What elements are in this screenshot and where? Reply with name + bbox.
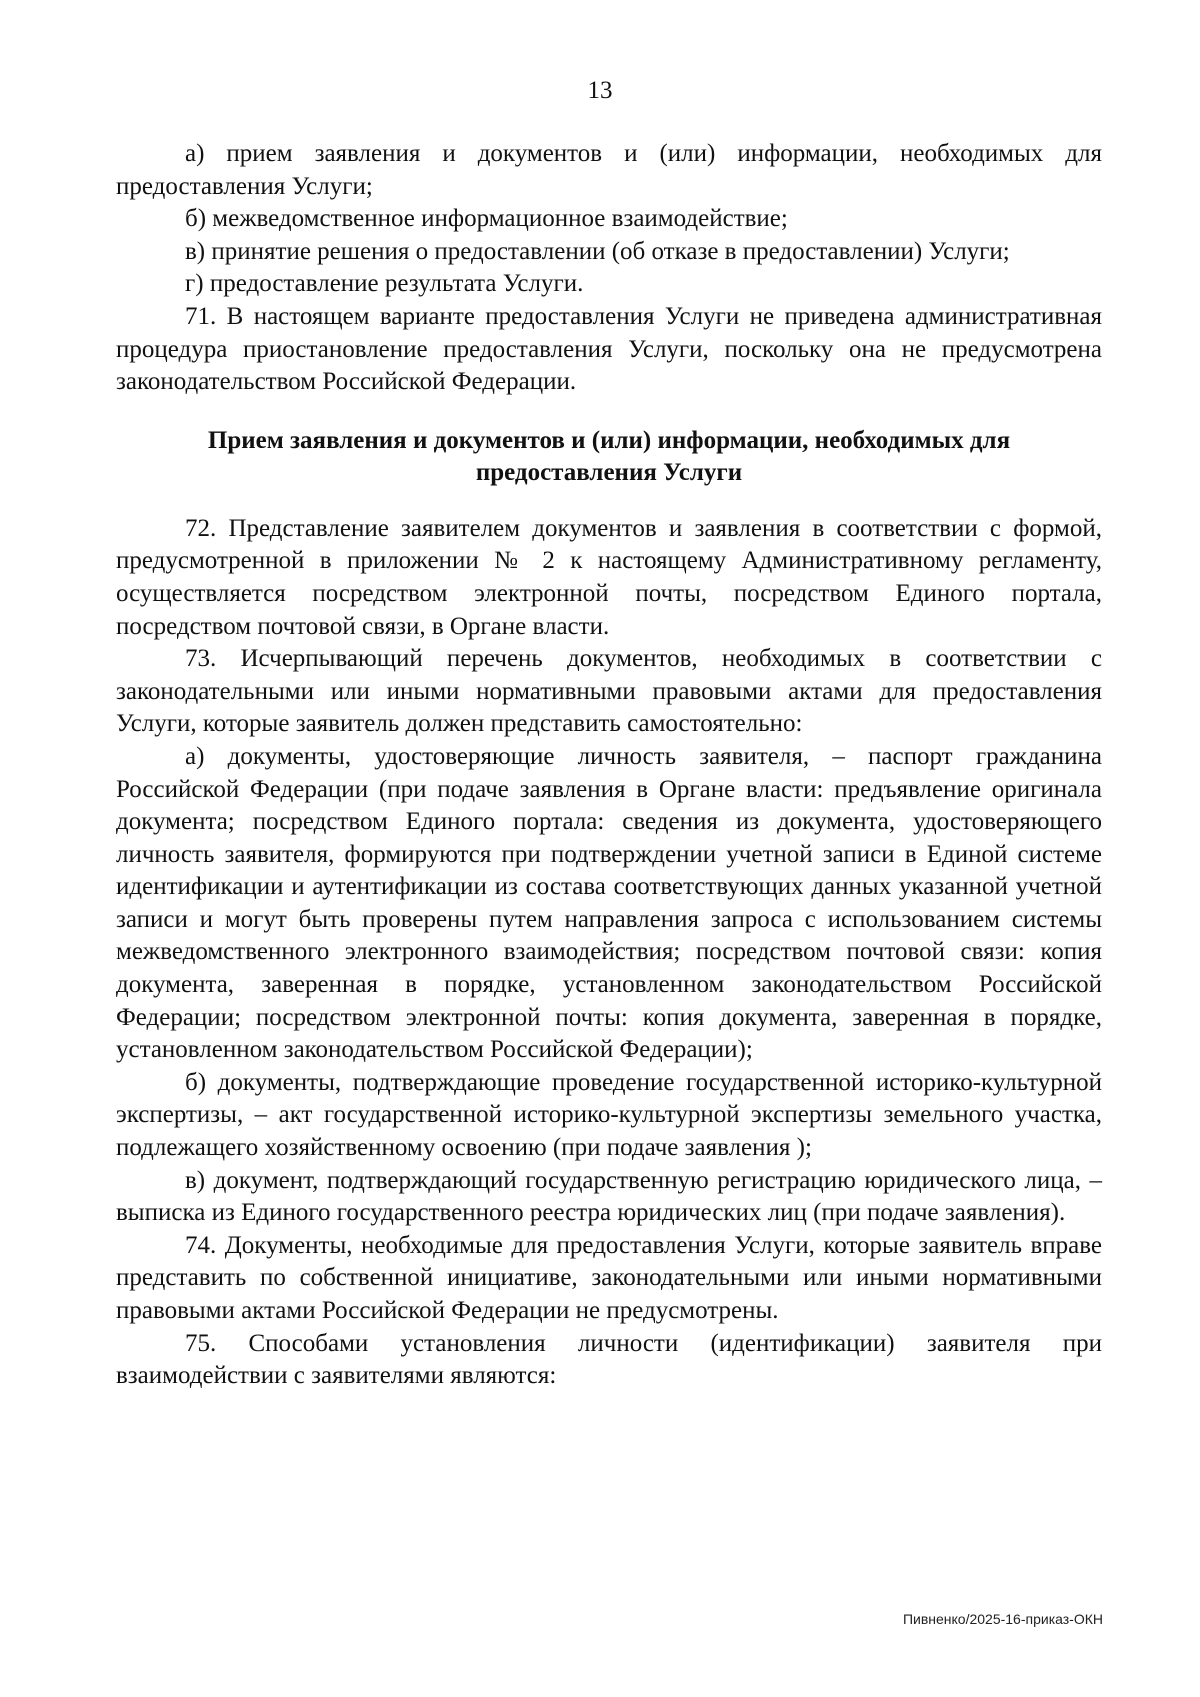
section-heading: Прием заявления и документов и (или) информации, необходимых для предоставления Услуги xyxy=(207,426,1011,486)
clause-73-item-b: б) документы, подтверждающие проведение государственной историко-культурной экспертизы, – акт государственной историко-культурной экспертизы земельного участка, подлежащего хозяйственному освоению (при подаче заявления ); xyxy=(116,1068,1102,1162)
list-item-g: г) предоставление результата Услуги. xyxy=(185,270,584,298)
clause-74: 74. Документы, необходимые для предоставления Услуги, которые заявитель вправе представить по собственной инициативе, законодательными или иными нормативными правовыми актами Российской Федерации не предусмотрены. xyxy=(116,1231,1102,1324)
document-body xyxy=(116,138,1102,1393)
clause-75: 75. Способами установления личности (идентификации) заявителя при взаимодействии с заявителями являются: xyxy=(116,1329,1102,1390)
clause-73-item-v: в) документ, подтверждающий государственную регистрацию юридического лица, – выписка из Единого государственного реестра юридических лиц (при подаче заявления). xyxy=(116,1166,1102,1227)
list-item-a: а) прием заявления и документов и (или) информации, необходимых для предоставления Услуги; xyxy=(116,140,1102,200)
clause-71: 71. В настоящем варианте предоставления Услуги не приведена административная процедура приостановление предоставления Услуги, поскольку она не предусмотрена законодательством Российской Федерации. xyxy=(116,302,1102,396)
clause-73-item-a: а) документы, удостоверяющие личность заявителя, – паспорт гражданина Российской Федерации (при подаче заявления в Органе власти: предъявление оригинала документа; посредством Единого портала: сведения из документа, удостоверяющего личность заявителя, формируются при подтверждении учетной записи в Единой системе идентификации и аутентификации из состава соответствующих данных указанной учетной записи и могут быть проверены путем направления запроса с использованием системы межведомственного электронного взаимодействия; посредством почтовой связи: копия документа, заверенная в порядке, установленном законодательством Российской Федерации; посредством электронной почты: копия документа, заверенная в порядке, установленном законодательством Российской Федерации); xyxy=(116,742,1102,1064)
list-item-v: в) принятие решения о предоставлении (об отказе в предоставлении) Услуги; xyxy=(185,237,1010,265)
clause-72: 72. Представление заявителем документов и заявления в соответствии с формой, предусмотренной в приложении № 2 к настоящему Административному регламенту, осуществляется посредством электронной почты, посредством Единого портала, посредством почтовой связи, в Органе власти. xyxy=(116,514,1102,640)
clause-73: 73. Исчерпывающий перечень документов, необходимых в соответствии с законодательными или иными нормативными правовыми актами для предоставления Услуги, которые заявитель должен представить самостоятельно: xyxy=(116,645,1102,738)
document-code-footer: Пивненко/2025-16-приказ-ОКН xyxy=(902,1611,1103,1627)
list-item-b: б) межведомственное информационное взаимодействие; xyxy=(185,205,788,233)
page-number: 13 xyxy=(587,77,613,104)
